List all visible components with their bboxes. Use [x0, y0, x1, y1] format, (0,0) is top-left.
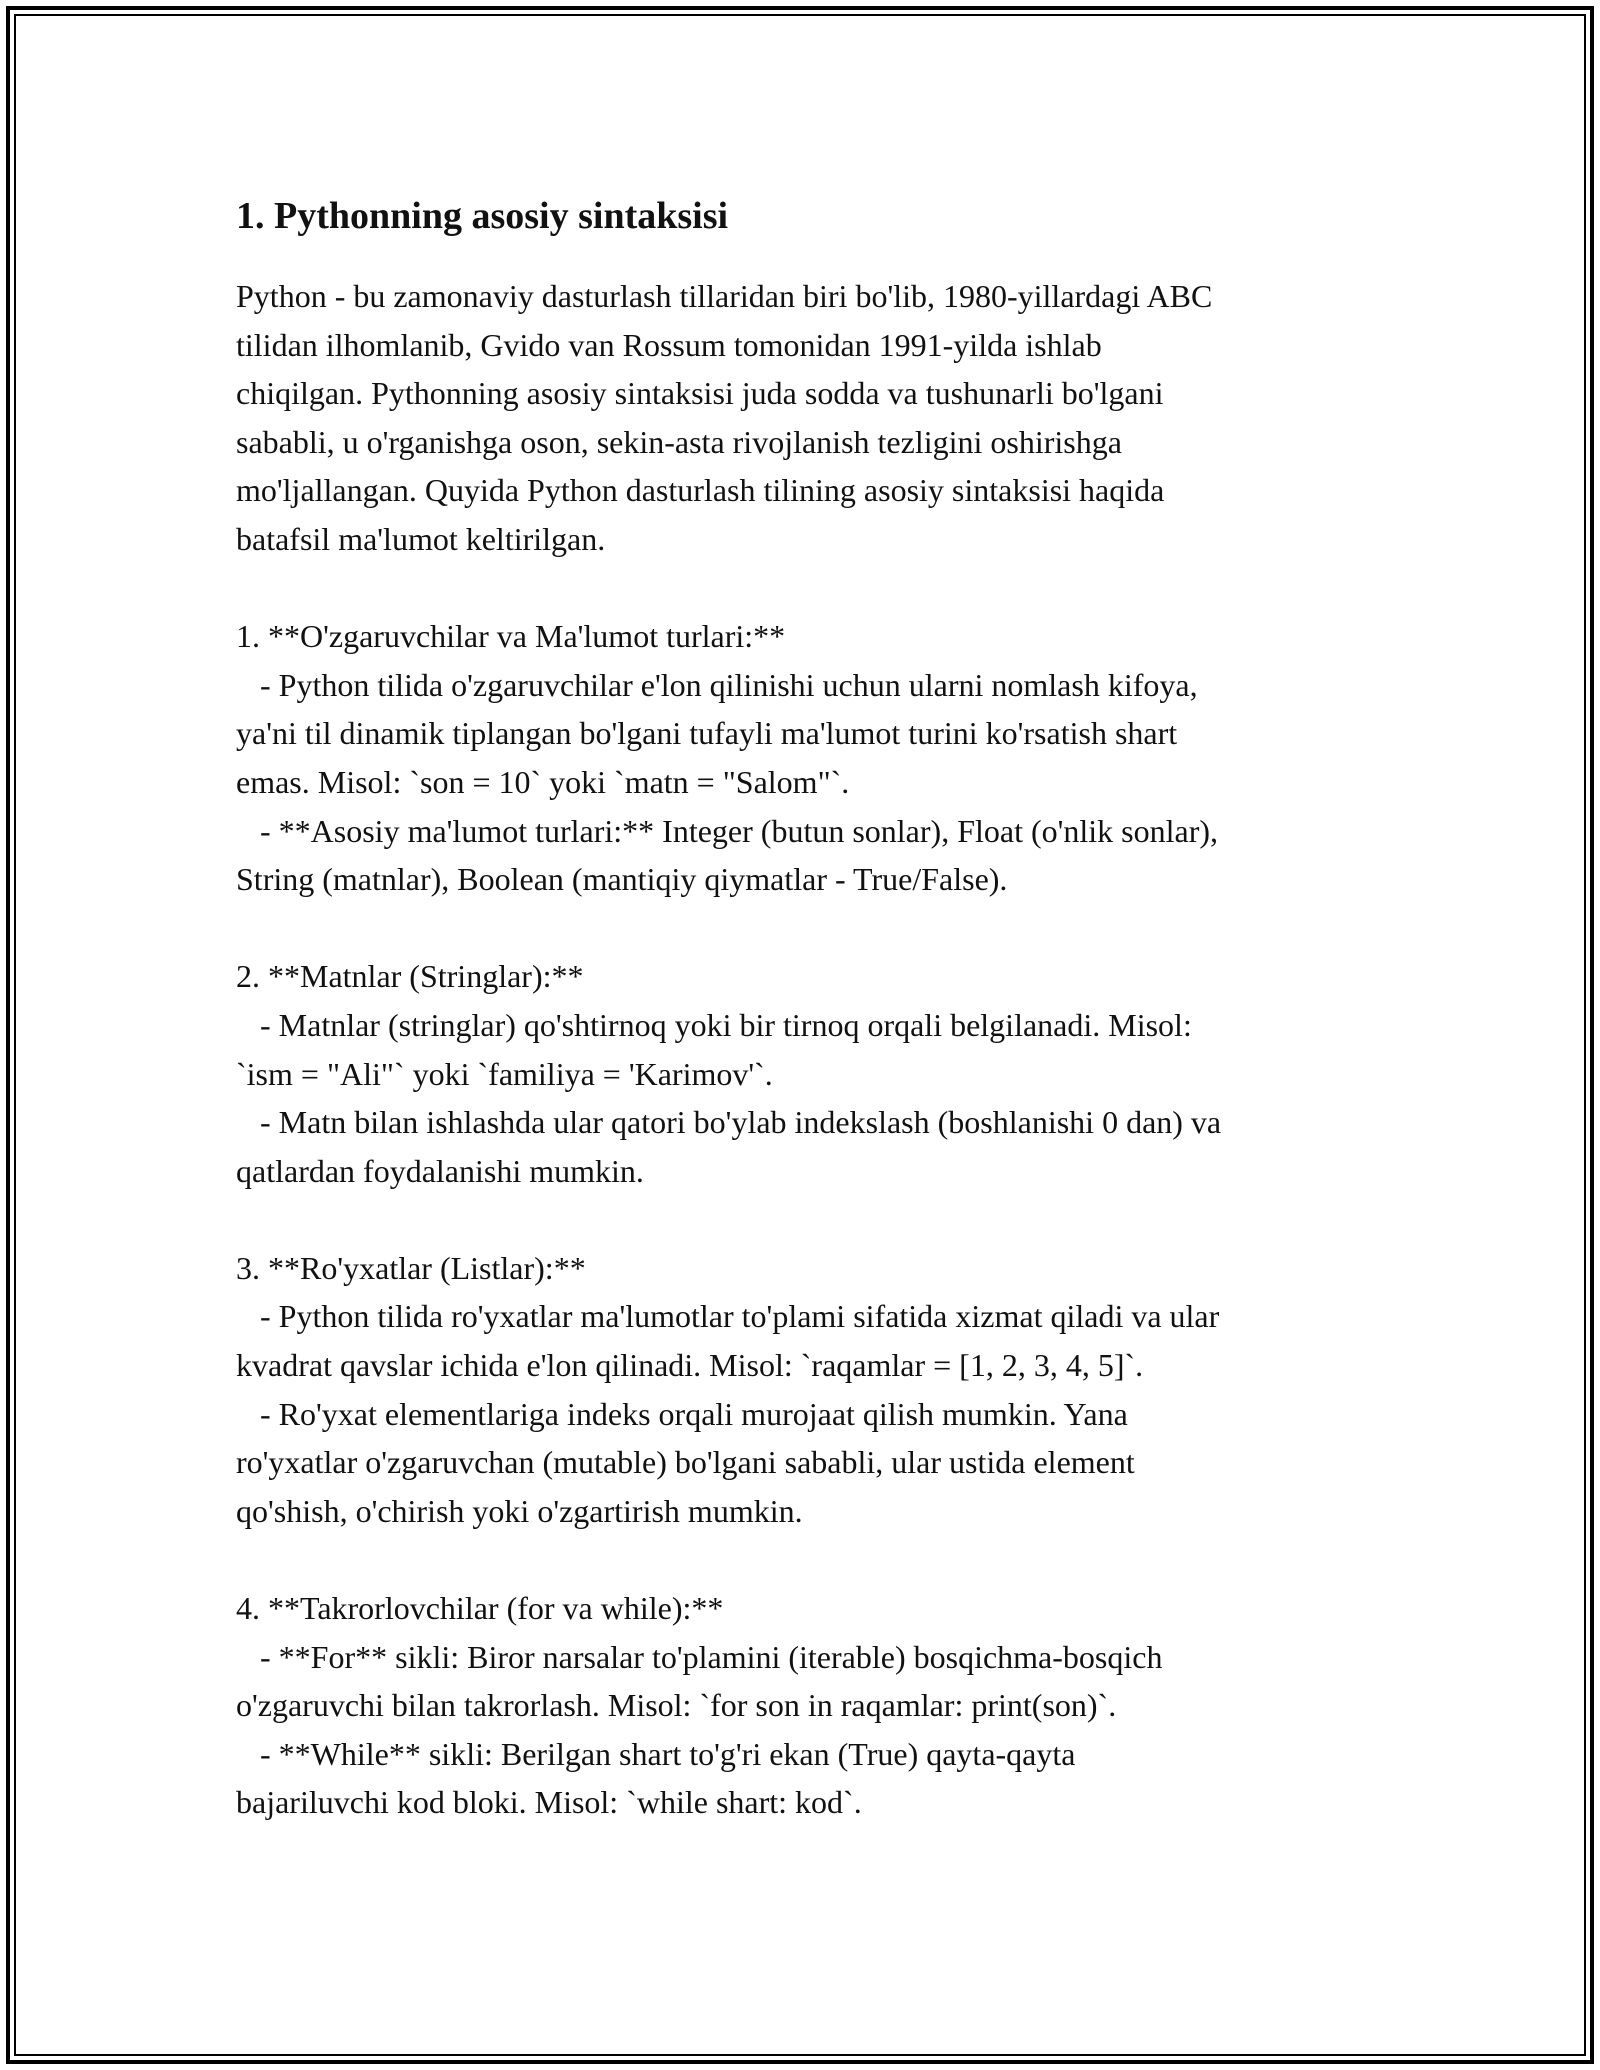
blank-line [236, 564, 1366, 613]
intro-line: batafsil ma'lumot keltirilgan. [236, 520, 606, 557]
intro-paragraph [236, 272, 1366, 564]
section-heading: 2. **Matnlar (Stringlar):** [236, 958, 584, 995]
section-line: qo'shish, o'chirish yoki o'zgartirish mumkin. [236, 1492, 803, 1529]
section-heading: 3. **Ro'yxatlar (Listlar):** [236, 1249, 586, 1286]
intro-line: mo'ljallangan. Quyida Python dasturlash tilining asosiy sintaksisi haqida [236, 472, 1165, 509]
section-line: - **Asosiy ma'lumot turlari:** Integer (butun sonlar), Float (o'nlik sonlar), [236, 812, 1219, 849]
blank-line [236, 1535, 1366, 1584]
section-line: ro'yxatlar o'zgaruvchan (mutable) bo'lgani sababli, ular ustida element [236, 1444, 1135, 1481]
document-title: 1. Pythonning asosiy sintaksisi [236, 195, 729, 237]
section-lists [236, 1244, 1366, 1536]
intro-line: tilidan ilhomlanib, Gvido van Rossum tomonidan 1991-yilda ishlab [236, 326, 1102, 363]
section-line: ya'ni til dinamik tiplangan bo'lgani tufayli ma'lumot turini ko'rsatish shart [236, 715, 1178, 752]
section-line: - Python tilida o'zgaruvchilar e'lon qilinishi uchun ularni nomlash kifoya, [236, 666, 1198, 703]
section-heading: 4. **Takrorlovchilar (for va while):** [236, 1590, 724, 1627]
section-line: - **For** sikli: Biror narsalar to'plamini (iterable) bosqichma-bosqich [236, 1638, 1163, 1675]
section-line: bajariluvchi kod bloki. Misol: `while shart: kod`. [236, 1784, 862, 1821]
section-line: o'zgaruvchi bilan takrorlash. Misol: `for son in raqamlar: print(son)`. [236, 1687, 1117, 1724]
section-line: qatlardan foydalanishi mumkin. [236, 1152, 644, 1189]
section-line: - **While** sikli: Berilgan shart to'g'ri ekan (True) qayta-qayta [236, 1735, 1076, 1772]
intro-line: sababli, u o'rganishga oson, sekin-asta rivojlanish tezligini oshirishga [236, 423, 1122, 460]
intro-line: Python - bu zamonaviy dasturlash tillaridan biri bo'lib, 1980-yillardagi ABC [236, 278, 1213, 314]
document-body [236, 188, 1366, 1827]
section-line: emas. Misol: `son = 10` yoki `matn = "Salom"`. [236, 763, 850, 800]
intro-line: chiqilgan. Pythonning asosiy sintaksisi juda sodda va tushunarli bo'lgani [236, 375, 1164, 412]
section-line: - Matnlar (stringlar) qo'shtirnoq yoki bir tirnoq orqali belgilanadi. Misol: [236, 1006, 1192, 1043]
section-line: String (matnlar), Boolean (mantiqiy qiymatlar - True/False). [236, 861, 1008, 898]
blank-line [236, 904, 1366, 953]
blank-line [236, 1195, 1366, 1244]
section-line: - Python tilida ro'yxatlar ma'lumotlar to'plami sifatida xizmat qiladi va ular [236, 1298, 1220, 1335]
section-line: kvadrat qavslar ichida e'lon qilinadi. Misol: `raqamlar = [1, 2, 3, 4, 5]`. [236, 1347, 1144, 1384]
section-heading: 1. **O'zgaruvchilar va Ma'lumot turlari:** [236, 618, 786, 655]
section-variables [236, 612, 1366, 904]
section-loops [236, 1584, 1366, 1827]
section-line: `ism = "Ali"` yoki `familiya = 'Karimov'`. [236, 1055, 773, 1092]
section-line: - Matn bilan ishlashda ular qatori bo'ylab indekslash (boshlanishi 0 dan) va [236, 1104, 1222, 1141]
section-line: - Ro'yxat elementlariga indeks orqali murojaat qilish mumkin. Yana [236, 1395, 1128, 1432]
section-strings [236, 952, 1366, 1195]
